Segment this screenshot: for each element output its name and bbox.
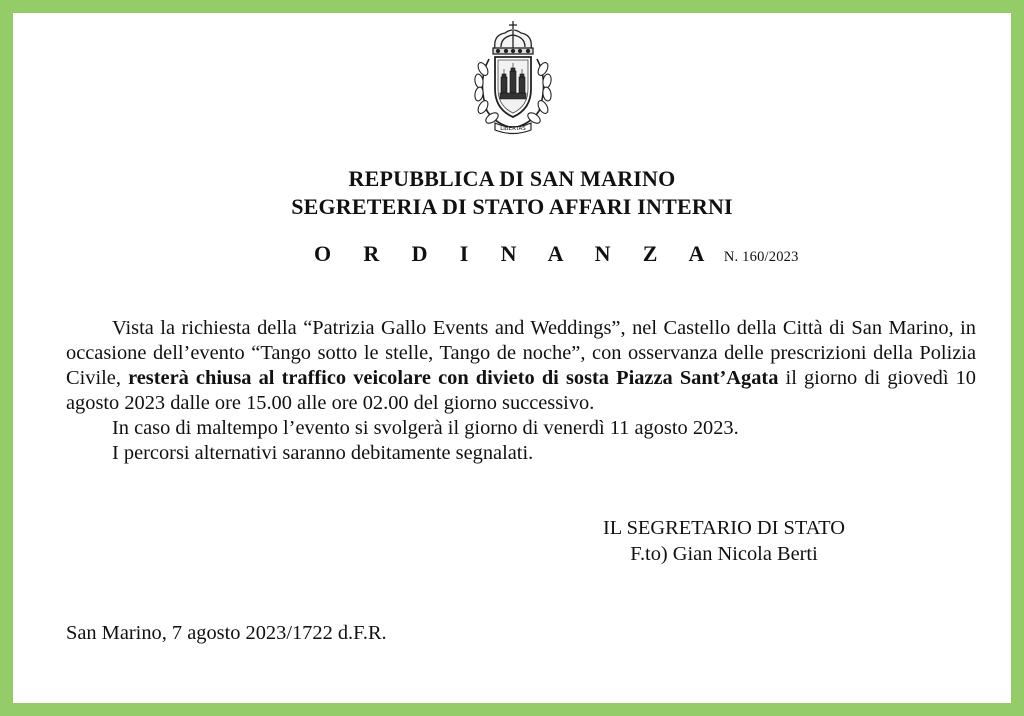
ordinance-page <box>13 13 1011 703</box>
body-paragraph-2: In caso di maltempo l’evento si svolgerà il giorno di venerdì 11 agosto 2023. <box>112 417 739 439</box>
body-paragraph-1-end: il giorno di giovedì 10 agosto 2023 dalle ore 15.00 alle ore 02.00 del giorno successivo. <box>66 367 976 414</box>
heading-republic: REPUBBLICA DI SAN MARINO <box>348 166 676 191</box>
dateline: San Marino, 7 agosto 2023/1722 d.F.R. <box>66 622 387 644</box>
body-paragraph-1 <box>66 316 976 416</box>
signature-name: F.to) Gian Nicola Berti <box>630 543 818 565</box>
body-paragraph-1-start: Vista la richiesta della “Patrizia Gallo Events and Weddings”, nel Castello della Città di San Marino, in occasione dell’evento “Tango sotto le stelle, Tango de noche”, con osservanza delle prescrizioni della Polizia Civile, <box>66 317 976 389</box>
body-paragraph-1-bold: resterà chiusa al traffico veicolare con divieto di sosta Piazza Sant’Agata <box>128 367 779 389</box>
ordinance-title-row <box>314 241 799 267</box>
heading-secretariat: SEGRETERIA DI STATO AFFARI INTERNI <box>291 194 733 219</box>
san-marino-coat-of-arms-icon <box>471 19 555 137</box>
emblem-motto: LIBERTAS <box>500 126 526 132</box>
ordinance-title: O R D I N A N Z A <box>314 241 718 266</box>
ordinance-number: N. 160/2023 <box>723 249 799 265</box>
ordinance-body <box>66 316 976 466</box>
body-paragraph-3: I percorsi alternativi saranno debitamente segnalati. <box>112 442 534 464</box>
signature-title: IL SEGRETARIO DI STATO <box>603 517 845 539</box>
